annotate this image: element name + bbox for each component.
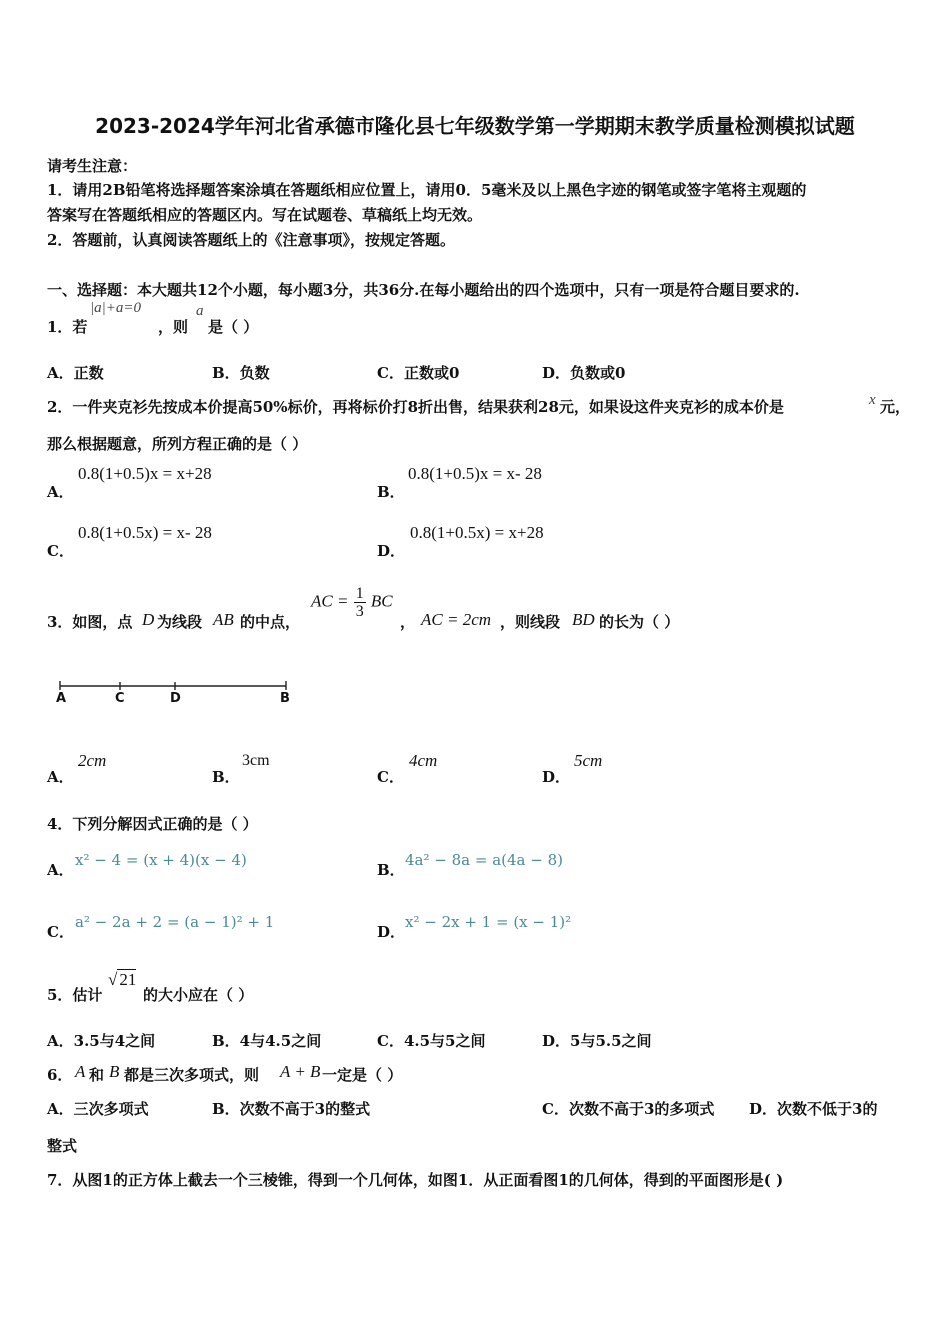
- q2-option-d[interactable]: 0.8(1+0.5x) = x+28: [410, 523, 544, 542]
- q3-option-d-label[interactable]: D．: [542, 768, 571, 786]
- figure-label-d: D: [170, 691, 181, 706]
- question-5-tail: 的大小应在（ ）: [143, 986, 254, 1004]
- q5-option-d[interactable]: D．5与5.5之间: [542, 1032, 652, 1050]
- q2-option-a-label[interactable]: A．: [47, 483, 74, 501]
- radicand: 21: [119, 970, 137, 989]
- figure-label-a: A: [56, 691, 67, 706]
- question-3-comma: ，: [400, 613, 416, 631]
- q3-option-b-label[interactable]: B．: [212, 768, 240, 786]
- q2-option-c-label[interactable]: C．: [47, 542, 74, 560]
- sqrt-expression: [108, 970, 136, 990]
- question-3-point-d: D: [142, 610, 155, 629]
- question-4-stem: 4．下列分解因式正确的是（ ）: [47, 815, 258, 833]
- q6-option-a[interactable]: A．三次多项式: [47, 1100, 149, 1118]
- question-3-fraction-eq: [311, 585, 393, 620]
- fraction-rhs: BC: [370, 591, 393, 611]
- question-6-tail: 一定是（ ）: [322, 1066, 403, 1084]
- q3-option-c[interactable]: 4cm: [409, 751, 438, 770]
- section-heading: 一、选择题：本大题共12个小题，每小题3分，共36分.在每小题给出的四个选项中，只有一项是符合题目要求的.: [47, 281, 800, 299]
- q4-option-b-label[interactable]: B．: [377, 861, 405, 879]
- notice-heading: 请考生注意：: [47, 157, 138, 175]
- q5-option-c[interactable]: C．4.5与5之间: [377, 1032, 486, 1050]
- q4-option-d-label[interactable]: D．: [377, 923, 406, 941]
- figure-label-c: C: [115, 691, 125, 706]
- radical-sign: √: [108, 970, 118, 989]
- question-2-line-1: 2．一件夹克衫先按成本价提高50%标价，再将标价打8折出售，结果获利28元，如果设这件夹克衫的成本价是: [47, 398, 784, 416]
- q5-option-a[interactable]: A．3.5与4之间: [47, 1032, 156, 1050]
- question-6-mid-2: 都是三次多项式，则: [124, 1066, 260, 1084]
- q2-option-c[interactable]: 0.8(1+0.5x) = x- 28: [78, 523, 212, 542]
- q1-option-a[interactable]: A．正数: [47, 364, 104, 382]
- q5-option-b[interactable]: B．4与4.5之间: [212, 1032, 322, 1050]
- q3-option-b[interactable]: 3cm: [242, 752, 270, 769]
- question-3-segment-bd: BD: [572, 610, 595, 629]
- fraction-numerator: 1: [355, 585, 364, 602]
- question-6-mid-1: 和: [89, 1066, 105, 1084]
- question-7-stem: 7．从图1的正方体上截去一个三棱锥，得到一个几何体，如图1．从正面看图1的几何体，得到的平面图形是( ): [47, 1171, 784, 1189]
- q4-option-d[interactable]: x² − 2x + 1 = (x − 1)²: [405, 913, 572, 931]
- q2-option-b[interactable]: 0.8(1+0.5)x = x- 28: [408, 464, 542, 483]
- q2-option-d-label[interactable]: D．: [377, 542, 406, 560]
- question-3-segment-ab: AB: [213, 610, 234, 629]
- notice-line-1-cont: 答案写在答题纸相应的答题区内。写在试题卷、草稿纸上均无效。: [47, 206, 483, 224]
- question-3-tail: 的长为（ ）: [599, 613, 680, 631]
- q3-option-c-label[interactable]: C．: [377, 768, 404, 786]
- one-third-fraction: [354, 585, 366, 620]
- page-title: 2023-2024学年河北省承德市隆化县七年级数学第一学期期末教学质量检测模拟试题: [95, 114, 855, 138]
- question-6-var-a: A: [75, 1062, 86, 1081]
- q3-option-a[interactable]: 2cm: [78, 751, 107, 770]
- figure-label-b: B: [280, 691, 290, 706]
- q1-option-d[interactable]: D．负数或0: [542, 364, 626, 382]
- q1-option-b[interactable]: B．负数: [212, 364, 270, 382]
- question-3-mid-1: 为线段: [157, 613, 203, 631]
- fraction-denominator: 3: [355, 603, 364, 620]
- question-2-var: x: [869, 392, 876, 408]
- question-5-lead: 5．估计: [47, 986, 103, 1004]
- question-1-tail: 是（ ）: [208, 318, 259, 336]
- question-3-mid-2: 的中点，: [240, 613, 301, 631]
- question-2-line-2: 那么根据题意，所列方程正确的是（ ）: [47, 435, 308, 453]
- q4-option-a[interactable]: x² − 4 = (x + 4)(x − 4): [75, 851, 247, 869]
- question-3-lead: 3．如图，点: [47, 613, 133, 631]
- q3-option-a-label[interactable]: A．: [47, 768, 74, 786]
- question-1-mid: ，则: [158, 318, 189, 336]
- question-3-mid-3: ，则线段: [500, 613, 561, 631]
- question-1-lead: 1．若: [47, 318, 88, 336]
- q4-option-b[interactable]: 4a² − 8a = a(4a − 8): [405, 851, 563, 869]
- q6-option-b[interactable]: B．次数不高于3的整式: [212, 1100, 371, 1118]
- q4-option-c-label[interactable]: C．: [47, 923, 74, 941]
- question-3-ac-eq: AC = 2cm: [421, 610, 492, 629]
- notice-line-1: 1．请用2B铅笔将选择题答案涂填在答题纸相应位置上，请用0．5毫米及以上黑色字迹的钢笔或签字笔将主观题的: [47, 181, 807, 199]
- q3-option-d[interactable]: 5cm: [574, 751, 603, 770]
- question-1-var: a: [196, 303, 204, 319]
- notice-line-2: 2．答题前，认真阅读答题纸上的《注意事项》，按规定答题。: [47, 231, 455, 249]
- q2-option-a[interactable]: 0.8(1+0.5)x = x+28: [78, 464, 212, 483]
- question-6-var-b: B: [109, 1062, 120, 1081]
- q6-option-d-cont[interactable]: 整式: [47, 1137, 78, 1155]
- q2-option-b-label[interactable]: B．: [377, 483, 405, 501]
- q6-option-c[interactable]: C．次数不高于3的多项式: [542, 1100, 715, 1118]
- fraction-lhs: AC =: [311, 591, 349, 611]
- question-2-line-1-tail: 元，: [880, 398, 911, 416]
- q4-option-a-label[interactable]: A．: [47, 861, 74, 879]
- q4-option-c[interactable]: a² − 2a + 2 = (a − 1)² + 1: [75, 913, 275, 931]
- question-6-sum: A + B: [280, 1062, 321, 1081]
- q6-option-d[interactable]: D．次数不低于3的: [749, 1100, 878, 1118]
- q1-option-c[interactable]: C．正数或0: [377, 364, 460, 382]
- question-6-lead: 6．: [47, 1066, 73, 1084]
- question-1-formula: |a|+a=0: [90, 300, 141, 316]
